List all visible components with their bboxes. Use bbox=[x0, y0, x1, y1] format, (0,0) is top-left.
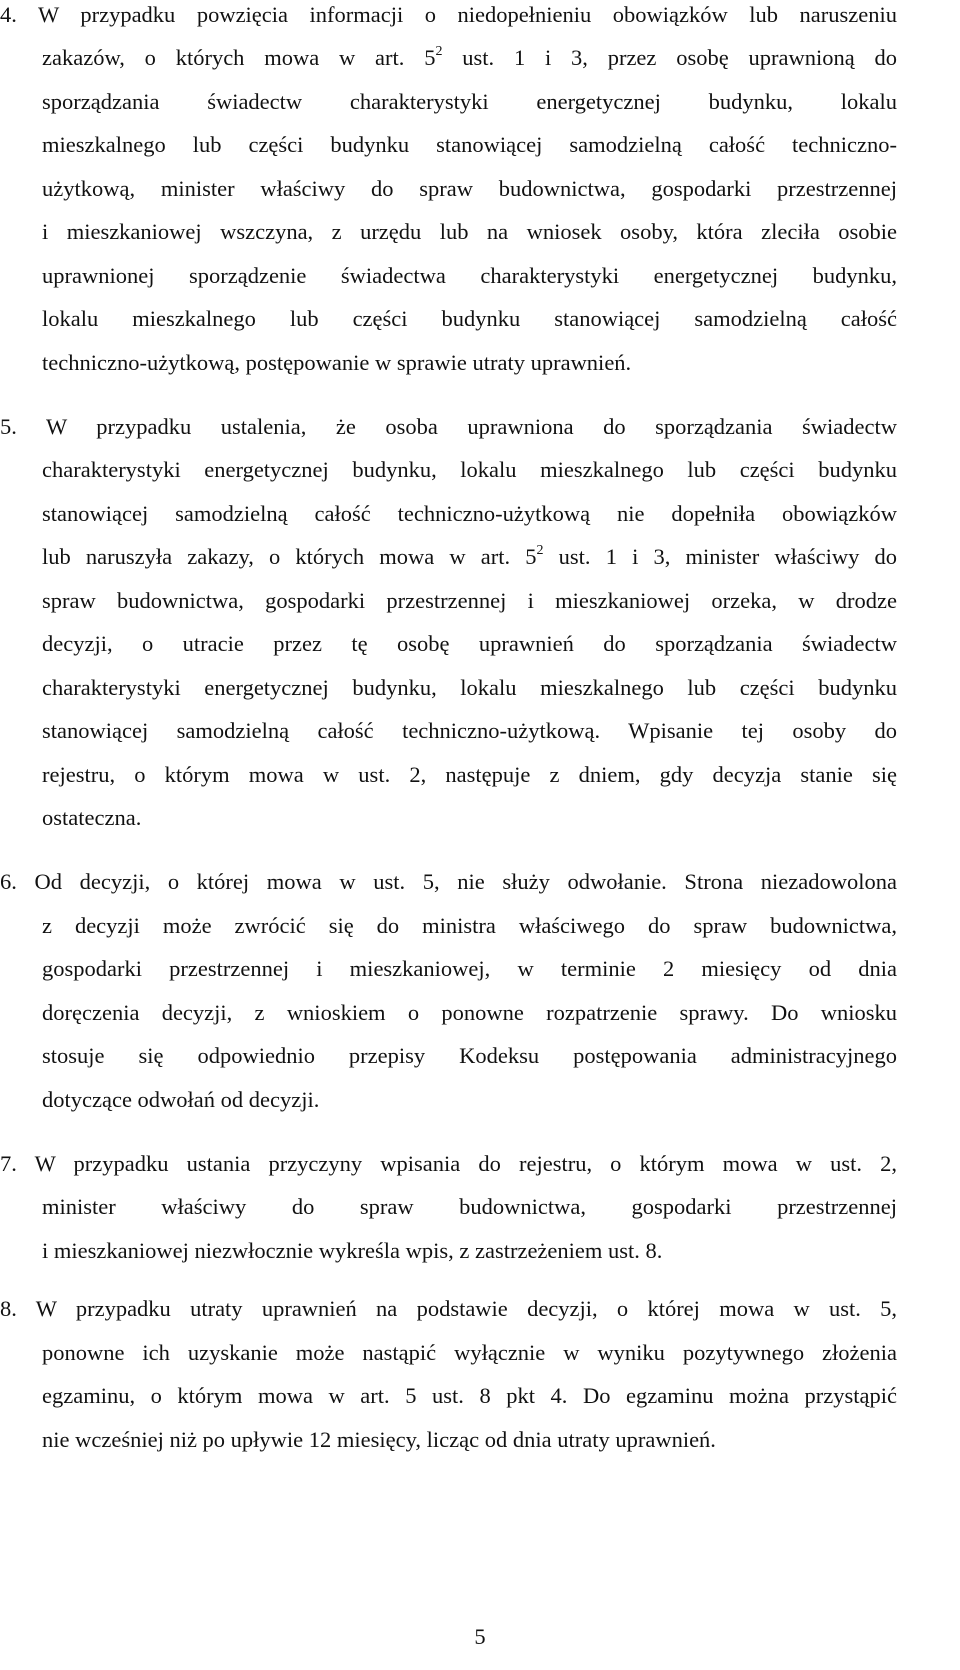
text-line: 8. W przypadku utraty uprawnień na podstawie decyzji, o której mowa w ust. 5, bbox=[0, 1296, 897, 1321]
superscript-marker: 2 bbox=[536, 542, 544, 558]
text-line: ostateczna. bbox=[42, 805, 142, 830]
text-line: techniczno-użytkową, postępowanie w sprawie utraty uprawnień. bbox=[42, 350, 632, 375]
text-line: doręczenia decyzji, z wnioskiem o ponowne rozpatrzenie sprawy. Do wniosku bbox=[42, 1000, 897, 1025]
text-line: z decyzji może zwrócić się do ministra właściwego do spraw budownictwa, bbox=[42, 913, 897, 938]
text-span: lub naruszyła zakazy, o których mowa w art. 5 bbox=[42, 544, 537, 569]
text-line bbox=[42, 43, 897, 73]
text-line: sporządzania świadectw charakterystyki energetycznej budynku, lokalu bbox=[42, 89, 897, 114]
text-line: egzaminu, o którym mowa w art. 5 ust. 8 pkt 4. Do egzaminu można przystąpić bbox=[42, 1383, 897, 1408]
text-line: charakterystyki energetycznej budynku, lokalu mieszkalnego lub części budynku bbox=[42, 675, 897, 700]
text-line: stanowiącej samodzielną całość techniczno-użytkową nie dopełniła obowiązków bbox=[42, 501, 897, 526]
text-line: mieszkalnego lub części budynku stanowiącej samodzielną całość techniczno- bbox=[42, 132, 897, 157]
text-line bbox=[42, 542, 897, 572]
text-line: spraw budownictwa, gospodarki przestrzennej i mieszkaniowej orzeka, w drodze bbox=[42, 588, 897, 613]
text-line: dotyczące odwołań od decyzji. bbox=[42, 1087, 320, 1112]
text-span: zakazów, o których mowa w art. 5 bbox=[42, 45, 436, 70]
text-line: lokalu mieszkalnego lub części budynku stanowiącej samodzielną całość bbox=[42, 306, 897, 331]
superscript-marker: 2 bbox=[435, 43, 443, 59]
text-line: i mieszkaniowej wszczyna, z urzędu lub na wniosek osoby, która zleciła osobie bbox=[42, 219, 897, 244]
text-line: 4. W przypadku powzięcia informacji o niedopełnieniu obowiązków lub naruszeniu bbox=[0, 2, 897, 27]
text-line: minister właściwy do spraw budownictwa, gospodarki przestrzennej bbox=[42, 1194, 897, 1219]
text-line: decyzji, o utracie przez tę osobę uprawnień do sporządzania świadectw bbox=[42, 631, 897, 656]
page-number: 5 bbox=[474, 1624, 486, 1649]
text-line: ponowne ich uzyskanie może nastąpić wyłącznie w wyniku pozytywnego złożenia bbox=[42, 1340, 897, 1365]
text-line: i mieszkaniowej niezwłocznie wykreśla wpis, z zastrzeżeniem ust. 8. bbox=[42, 1238, 663, 1263]
text-line: stosuje się odpowiednio przepisy Kodeksu postępowania administracyjnego bbox=[42, 1043, 897, 1068]
text-line: gospodarki przestrzennej i mieszkaniowej, w terminie 2 miesięcy od dnia bbox=[42, 956, 897, 981]
text-span: ust. 1 i 3, minister właściwy do bbox=[543, 544, 897, 569]
text-line: 6. Od decyzji, o której mowa w ust. 5, nie służy odwołanie. Strona niezadowolona bbox=[0, 869, 897, 894]
text-line: użytkową, minister właściwy do spraw budownictwa, gospodarki przestrzennej bbox=[42, 176, 897, 201]
text-line: stanowiącej samodzielną całość techniczno-użytkową. Wpisanie tej osoby do bbox=[42, 718, 897, 743]
text-span: ust. 1 i 3, przez osobę uprawnioną do bbox=[442, 45, 898, 70]
text-line: 5. W przypadku ustalenia, że osoba uprawniona do sporządzania świadectw bbox=[0, 414, 897, 439]
text-line: 7. W przypadku ustania przyczyny wpisania do rejestru, o którym mowa w ust. 2, bbox=[0, 1151, 897, 1176]
text-line: charakterystyki energetycznej budynku, lokalu mieszkalnego lub części budynku bbox=[42, 457, 897, 482]
text-line: rejestru, o którym mowa w ust. 2, następuje z dniem, gdy decyzja stanie się bbox=[42, 762, 897, 787]
text-line: uprawnionej sporządzenie świadectwa charakterystyki energetycznej budynku, bbox=[42, 263, 897, 288]
text-line: nie wcześniej niż po upływie 12 miesięcy, licząc od dnia utraty uprawnień. bbox=[42, 1427, 716, 1452]
